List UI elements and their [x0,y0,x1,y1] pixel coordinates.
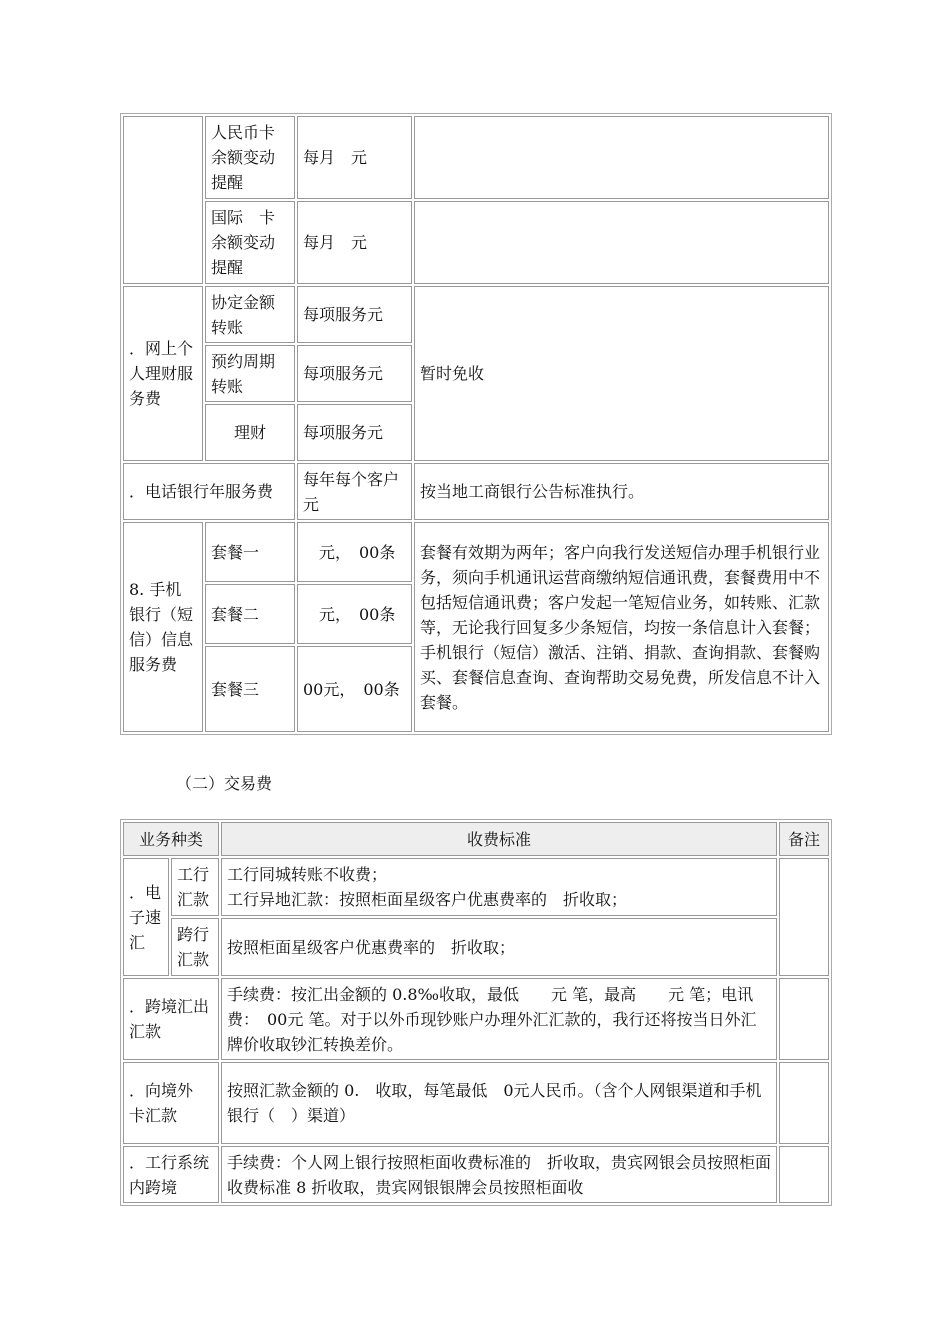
fee-cell: 元， 00条 [297,584,412,644]
standard-line: 工行异地汇款：按照柜面星级客户优惠费率的 折收取； [227,890,628,909]
fee-cell: 每年每个客户 元 [297,463,412,520]
fee-cell: 元， 00条 [297,522,412,582]
standard-cell [221,858,777,916]
item-cell: 预约周期转账 [205,345,295,402]
fee-cell: 每月 元 [297,116,412,199]
category-cell: 8. 手机银行（短信）信息服务费 [123,522,203,732]
item-cell: 理财 [205,404,295,461]
remark-cell [779,978,829,1060]
fee-cell: 00元， 00条 [297,646,412,732]
category-cell: ．网上个人理财服务费 [123,286,203,461]
fee-cell: 每项服务元 [297,286,412,343]
header-type: 业务种类 [123,822,219,856]
note-cell [414,201,829,284]
category-cell: ．电话银行年服务费 [123,463,295,520]
remark-cell [779,1062,829,1144]
personal-service-fee-table [120,113,832,735]
subcategory-cell: 跨行汇款 [171,918,219,976]
fee-cell: 每项服务元 [297,345,412,402]
item-cell: 套餐三 [205,646,295,732]
category-cell: ．电子速汇 [123,858,169,976]
transaction-fee-table [120,819,832,1206]
note-cell: 套餐有效期为两年；客户向我行发送短信办理手机银行业务，须向手机通讯运营商缴纳短信通讯费，套餐费用中不包括短信通讯费；客户发起一笔短信业务，如转账、汇款等，无论我行回复多少条短信，均按一条信息计入套餐；手机银行（短信）激活、注销、捐款、查询捐款、套餐购买、套餐信息查询、查询帮助交易免费，所发信息不计入套餐。 [414,522,829,732]
standard-line: 工行同城转账不收费； [227,865,388,884]
remark-cell [779,858,829,976]
item-cell: 套餐一 [205,522,295,582]
note-cell: 暂时免收 [414,286,829,461]
standard-cell: 按照柜面星级客户优惠费率的 折收取； [221,918,777,976]
standard-cell: 手续费：按汇出金额的 0.8‰收取，最低 元 笔，最高 元 笔；电讯费： 00元 笔。对于以外币现钞账户办理外汇汇款的，我行还将按当日外汇牌价收取钞汇转换差价。 [221,978,777,1060]
standard-cell: 按照汇款金额的 0. 收取，每笔最低 0元人民币。（含个人网银渠道和手机银行（ ）渠道） [221,1062,777,1144]
subcategory-cell: 工行汇款 [171,858,219,916]
header-remark: 备注 [779,822,829,856]
standard-cell: 手续费：个人网上银行按照柜面收费标准的 折收取，贵宾网银会员按照柜面收费标准 8 折收取，贵宾网银银牌会员按照柜面收 [221,1146,777,1203]
note-cell: 按当地工商银行公告标准执行。 [414,463,829,520]
remark-cell [779,1146,829,1203]
fee-cell: 每月 元 [297,201,412,284]
item-cell: 人民币卡余额变动提醒 [205,116,295,199]
note-cell [414,116,829,199]
section-title: （二）交易费 [176,774,273,793]
category-cell: ．跨境汇出汇款 [123,978,219,1060]
item-cell: 国际 卡余额变动提醒 [205,201,295,284]
fee-cell: 每项服务元 [297,404,412,461]
item-cell: 协定金额转账 [205,286,295,343]
category-cell: ．向境外 卡汇款 [123,1062,219,1144]
header-standard: 收费标准 [221,822,777,856]
item-cell: 套餐二 [205,584,295,644]
empty-category-cell [123,116,203,284]
category-cell: ．工行系统内跨境 [123,1146,219,1203]
